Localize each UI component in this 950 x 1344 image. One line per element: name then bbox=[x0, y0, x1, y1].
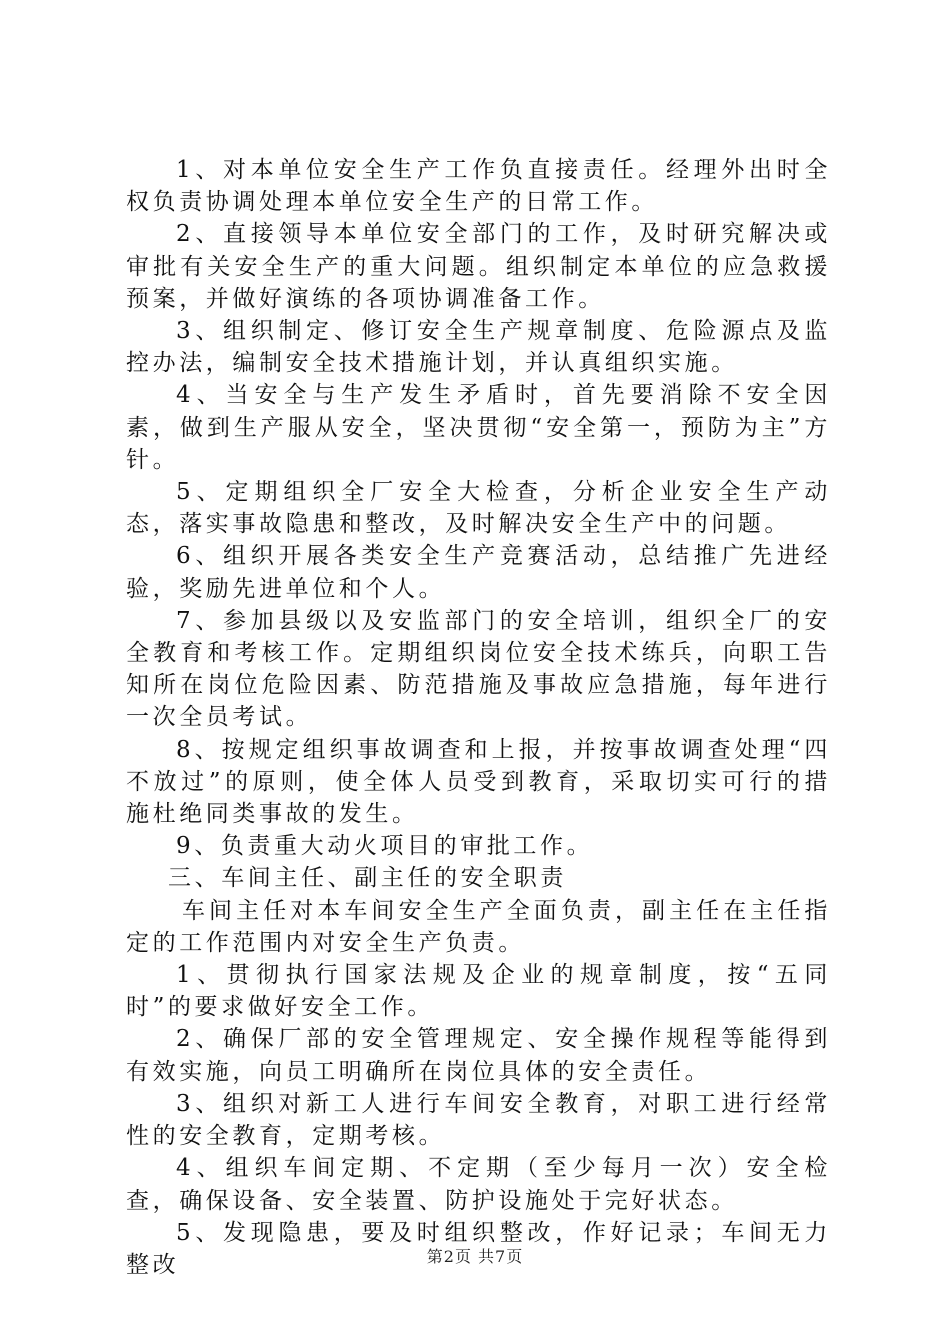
duty-item-4: 4、组织车间定期、不定期（至少每月一次）安全检查，确保设备、安全装置、防护设施处于完好状态。 bbox=[126, 1155, 831, 1214]
duty-item-5: 5、发现隐患，要及时组织整改，作好记录；车间无力整改 bbox=[126, 1219, 831, 1278]
paragraph-item-5: 5、定期组织全厂安全大检查，分析企业安全生产动态，落实事故隐患和整改，及时解决安全生产中的问题。 bbox=[126, 479, 831, 538]
duty-item-2: 2、确保厂部的安全管理规定、安全操作规程等能得到有效实施，向员工明确所在岗位具体的安全责任。 bbox=[126, 1026, 831, 1085]
paragraph-item-8: 8、按规定组织事故调查和上报，并按事故调查处理“四不放过”的原则，使全体人员受到教育，采取切实可行的措施杜绝同类事故的发生。 bbox=[126, 736, 831, 828]
document-body bbox=[126, 154, 831, 1281]
paragraph-item-1: 1、对本单位安全生产工作负直接责任。经理外出时全权负责协调处理本单位安全生产的日常工作。 bbox=[126, 157, 831, 216]
section-heading: 三、车间主任、副主任的安全职责 bbox=[168, 865, 567, 892]
duty-item-1: 1、贯彻执行国家法规及企业的规章制度，按“五同时”的要求做好安全工作。 bbox=[126, 962, 831, 1021]
paragraph-item-9: 9、负责重大动火项目的审批工作。 bbox=[176, 833, 594, 860]
page-number-footer: 第2页 共7页 bbox=[426, 1247, 524, 1266]
section-intro: 车间主任对本车间安全生产全面负责，副主任在主任指定的工作范围内对安全生产负责。 bbox=[126, 897, 831, 956]
paragraph-item-2: 2、直接领导本单位安全部门的工作，及时研究解决或审批有关安全生产的重大问题。组织制定本单位的应急救援预案，并做好演练的各项协调准备工作。 bbox=[126, 221, 831, 312]
paragraph-item-3: 3、组织制定、修订安全生产规章制度、危险源点及监控办法，编制安全技术措施计划，并认真组织实施。 bbox=[126, 318, 831, 377]
duty-item-3: 3、组织对新工人进行车间安全教育，对职工进行经常性的安全教育，定期考核。 bbox=[126, 1090, 831, 1150]
paragraph-item-6: 6、组织开展各类安全生产竞赛活动，总结推广先进经验，奖励先进单位和个人。 bbox=[126, 543, 831, 602]
paragraph-item-4: 4、当安全与生产发生矛盾时，首先要消除不安全因素，做到生产服从安全，坚决贯彻“安全第一，预防为主”方针。 bbox=[126, 382, 831, 473]
paragraph-item-7: 7、参加县级以及安监部门的安全培训，组织全厂的安全教育和考核工作。定期组织岗位安全技术练兵，向职工告知所在岗位危险因素、防范措施及事故应急措施，每年进行一次全员考试。 bbox=[126, 607, 831, 731]
